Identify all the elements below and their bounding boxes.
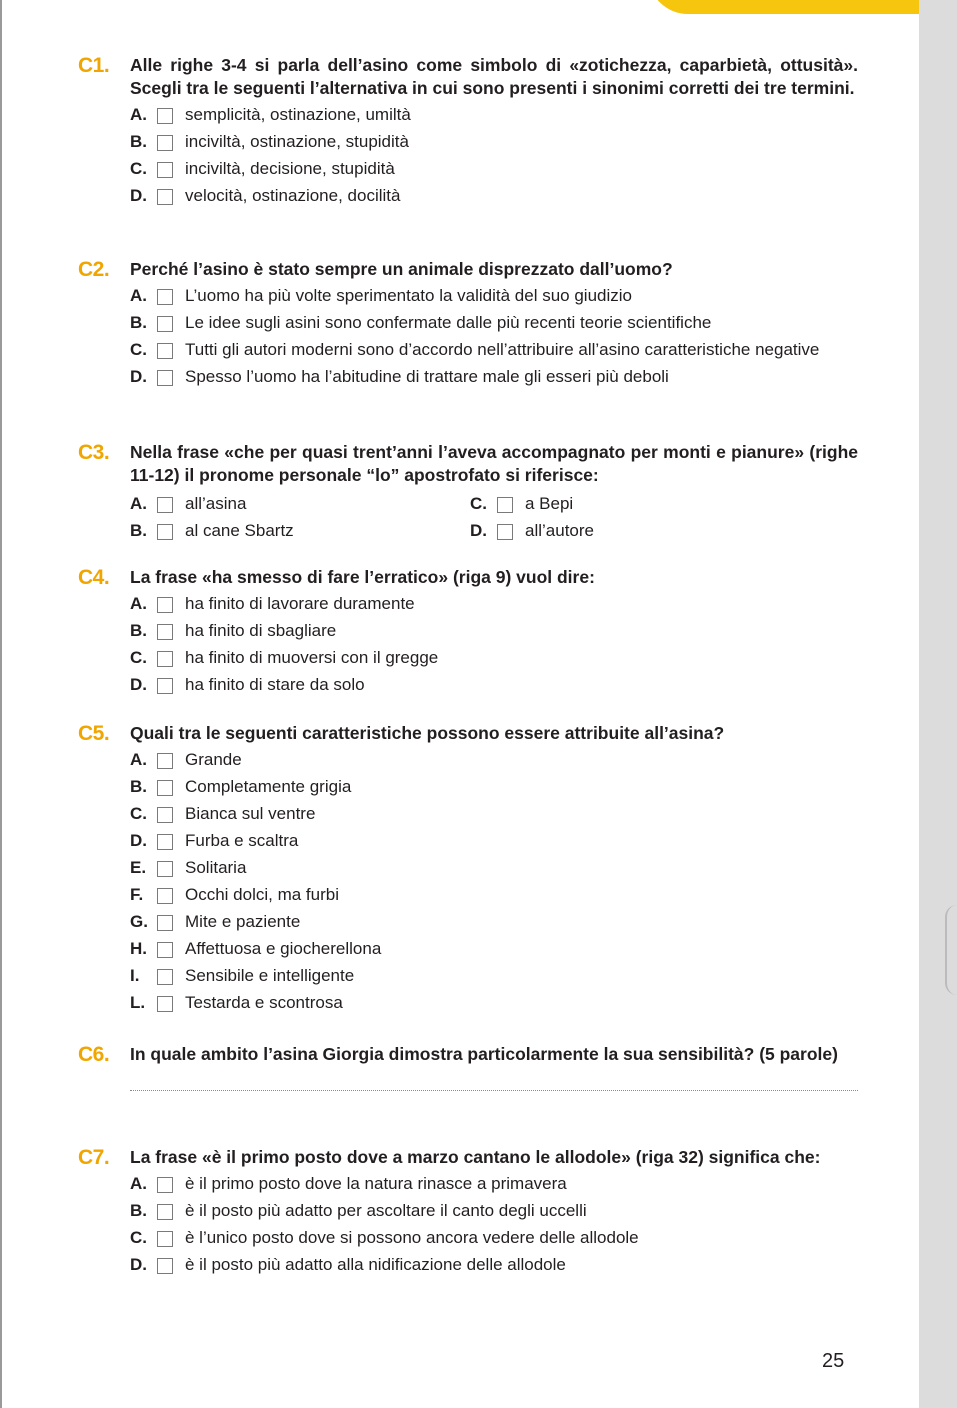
question-c7 (78, 1146, 858, 1277)
option-g: G. Mite e paziente (130, 912, 301, 931)
question-number: C2. (78, 258, 110, 281)
option-e: E. Solitaria (130, 858, 247, 877)
option-c: C. Tutti gli autori moderni sono d’accordo nell’attribuire all’asino caratteristiche negative (130, 340, 820, 359)
question-c5 (78, 722, 858, 1015)
question-number: C5. (78, 722, 110, 745)
checkbox[interactable] (497, 524, 513, 540)
option-c: C. a Bepi (470, 494, 574, 513)
option-c: C. inciviltà, decisione, stupidità (130, 159, 395, 178)
option-a: A. ha finito di lavorare duramente (130, 594, 415, 613)
question-number: C3. (78, 441, 110, 464)
checkbox[interactable] (157, 1204, 173, 1220)
checkbox[interactable] (157, 1231, 173, 1247)
question-text: Nella frase «che per quasi trent’anni l’aveva accompagnato per monti e pianure» (righe 11-12) il pronome personale “lo” apostrofato si riferisce: (130, 442, 858, 485)
question-c2 (78, 258, 858, 389)
question-c6 (78, 1043, 858, 1091)
page-curl (945, 905, 957, 995)
page-edge (0, 0, 2, 1408)
question-number: C7. (78, 1146, 110, 1169)
page-number: 25 (822, 1350, 845, 1372)
option-a: A. all’asina (130, 494, 247, 513)
option-l: L. Testarda e scontrosa (130, 993, 343, 1012)
checkbox[interactable] (157, 969, 173, 985)
checkbox[interactable] (157, 753, 173, 769)
option-a: A. L’uomo ha più volte sperimentato la validità del suo giudizio (130, 286, 632, 305)
question-text: Alle righe 3-4 si parla dell’asino come simbolo di «zotichezza, caparbietà, ottusità». Scegli tra le seguenti l’alternativa in cui sono presenti i sinonimi corretti dei tre termini. (130, 55, 858, 98)
question-number: C4. (78, 566, 110, 589)
option-d: D. Furba e scaltra (130, 831, 299, 850)
checkbox[interactable] (157, 108, 173, 124)
option-b: B. Completamente grigia (130, 777, 352, 796)
checkbox[interactable] (157, 915, 173, 931)
question-text: La frase «è il primo posto dove a marzo cantano le allodole» (riga 32) significa che: (130, 1147, 821, 1167)
option-b: B. inciviltà, ostinazione, stupidità (130, 132, 409, 151)
option-a: A. semplicità, ostinazione, umiltà (130, 105, 411, 124)
checkbox[interactable] (157, 942, 173, 958)
option-f: F. Occhi dolci, ma furbi (130, 885, 339, 904)
checkbox[interactable] (157, 597, 173, 613)
option-d: D. all’autore (470, 521, 594, 540)
option-c: C. Bianca sul ventre (130, 804, 316, 823)
option-h: H. Affettuosa e giocherellona (130, 939, 382, 958)
question-c4 (78, 566, 858, 697)
checkbox[interactable] (157, 888, 173, 904)
page-gutter (919, 0, 957, 1408)
checkbox[interactable] (157, 834, 173, 850)
yellow-header-tab (648, 0, 920, 14)
checkbox[interactable] (157, 289, 173, 305)
answer-line[interactable] (130, 1080, 858, 1091)
question-text: Quali tra le seguenti caratteristiche possono essere attribuite all’asina? (130, 723, 725, 743)
checkbox[interactable] (157, 343, 173, 359)
option-d: D. ha finito di stare da solo (130, 675, 365, 694)
checkbox[interactable] (157, 497, 173, 513)
question-text: Perché l’asino è stato sempre un animale disprezzato dall’uomo? (130, 259, 673, 279)
checkbox[interactable] (157, 316, 173, 332)
checkbox[interactable] (157, 996, 173, 1012)
option-a: A. Grande (130, 750, 242, 769)
question-c1 (78, 54, 858, 208)
option-b: B. Le idee sugli asini sono confermate dalle più recenti teorie scientifiche (130, 313, 712, 332)
question-number: C1. (78, 54, 110, 77)
checkbox[interactable] (157, 780, 173, 796)
checkbox[interactable] (497, 497, 513, 513)
checkbox[interactable] (157, 678, 173, 694)
question-c3 (78, 441, 858, 543)
option-d: D. Spesso l’uomo ha l’abitudine di trattare male gli esseri più deboli (130, 367, 669, 386)
question-number: C6. (78, 1043, 110, 1066)
option-d: D. velocità, ostinazione, docilità (130, 186, 401, 205)
checkbox[interactable] (157, 651, 173, 667)
option-c: C. è l’unico posto dove si possono ancora vedere delle allodole (130, 1228, 639, 1247)
checkbox[interactable] (157, 807, 173, 823)
checkbox[interactable] (157, 1177, 173, 1193)
checkbox[interactable] (157, 861, 173, 877)
checkbox[interactable] (157, 162, 173, 178)
question-text: In quale ambito l’asina Giorgia dimostra particolarmente la sua sensibilità? (5 parole) (130, 1044, 838, 1064)
checkbox[interactable] (157, 135, 173, 151)
option-b: B. è il posto più adatto per ascoltare il canto degli uccelli (130, 1201, 587, 1220)
question-text: La frase «ha smesso di fare l’erratico» (riga 9) vuol dire: (130, 567, 595, 587)
option-d: D. è il posto più adatto alla nidificazione delle allodole (130, 1255, 566, 1274)
checkbox[interactable] (157, 189, 173, 205)
checkbox[interactable] (157, 624, 173, 640)
option-b: B. ha finito di sbagliare (130, 621, 337, 640)
option-c: C. ha finito di muoversi con il gregge (130, 648, 439, 667)
option-i: I. Sensibile e intelligente (130, 966, 355, 985)
checkbox[interactable] (157, 524, 173, 540)
option-b: B. al cane Sbartz (130, 521, 294, 540)
checkbox[interactable] (157, 1258, 173, 1274)
option-a: A. è il primo posto dove la natura rinasce a primavera (130, 1174, 567, 1193)
checkbox[interactable] (157, 370, 173, 386)
